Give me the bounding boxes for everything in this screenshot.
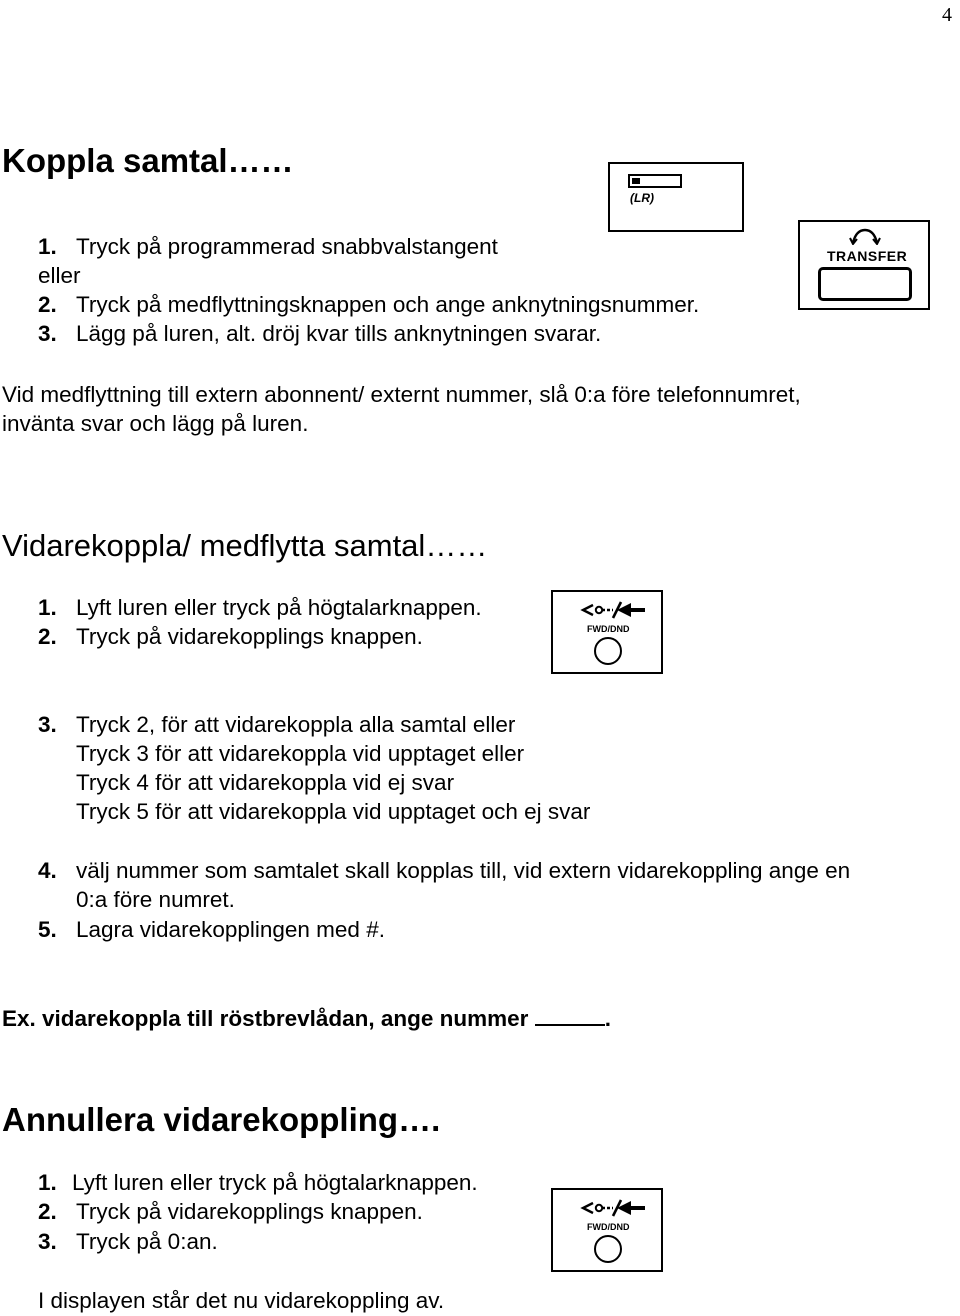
lr-button-illustration	[608, 162, 744, 232]
forward-step-3-line-4: Tryck 5 för att vidarekoppla vid upptaget och ej svar	[76, 799, 591, 824]
fwd-dnd-label: FWD/DND	[587, 1222, 630, 1232]
step-text: eller	[38, 263, 81, 288]
forward-dnd-icon	[579, 601, 647, 619]
step-text: välj nummer som samtalet skall kopplas till, vid extern vidarekoppling ange en	[76, 858, 851, 883]
cancel-footer: I displayen står det nu vidarekoppling av.	[38, 1288, 445, 1313]
step-text: Tryck på 0:an.	[76, 1229, 218, 1254]
step-number: 1.	[38, 1170, 57, 1195]
forward-dnd-icon	[579, 1199, 647, 1217]
transfer-step-or	[38, 261, 81, 291]
step-number: 2.	[38, 292, 57, 317]
transfer-label: TRANSFER	[827, 248, 908, 264]
fwd-dnd-button-illustration	[551, 1188, 663, 1272]
step-text: Lyft luren eller tryck på högtalarknappen.	[76, 595, 482, 620]
step-number: 3.	[38, 712, 57, 737]
cancel-step-2	[38, 1197, 423, 1227]
page-number: 4	[942, 4, 952, 26]
fwd-dnd-key-icon	[594, 637, 622, 665]
fwd-dnd-button-illustration	[551, 590, 663, 674]
cancel-step-1	[38, 1168, 478, 1198]
example-suffix: .	[604, 1006, 611, 1031]
example-text: Ex. vidarekoppla till röstbrevlådan, ange nummer	[2, 1006, 529, 1031]
transfer-note-line-1: Vid medflyttning till extern abonnent/ externt nummer, slå 0:a före telefonnumret,	[2, 382, 801, 407]
fwd-dnd-label: FWD/DND	[587, 624, 630, 634]
section-title-cancel: Annullera vidarekoppling….	[2, 1101, 441, 1138]
step-text: Tryck på vidarekopplings knappen.	[76, 624, 423, 649]
forward-step-3-line-2: Tryck 3 för att vidarekoppla vid upptaget eller	[76, 741, 525, 766]
transfer-note-line-2: invänta svar och lägg på luren.	[2, 411, 309, 436]
step-number: 1.	[38, 234, 57, 259]
step-number: 1.	[38, 595, 57, 620]
forward-step-2	[38, 622, 423, 652]
step-number: 4.	[38, 858, 57, 883]
cancel-step-3	[38, 1227, 218, 1257]
example-blank-line	[535, 1004, 605, 1026]
transfer-key-icon	[818, 267, 912, 301]
step-text: Lyft luren eller tryck på högtalarknappen.	[72, 1170, 478, 1195]
step-number: 2.	[38, 624, 57, 649]
forward-step-5	[38, 915, 385, 945]
section-title-transfer: Koppla samtal……	[2, 142, 294, 179]
step-text: Tryck på medflyttningsknappen och ange anknytningsnummer.	[76, 292, 700, 317]
transfer-button-illustration	[798, 220, 930, 310]
forward-step-4-line-2: 0:a före numret.	[76, 887, 235, 912]
step-text: Tryck 2, för att vidarekoppla alla samtal eller	[76, 712, 516, 737]
forward-example	[2, 1004, 611, 1032]
forward-step-1	[38, 593, 482, 623]
step-number: 3.	[38, 1229, 57, 1254]
step-number: 2.	[38, 1199, 57, 1224]
fwd-dnd-key-icon	[594, 1235, 622, 1263]
transfer-step-1	[38, 232, 498, 262]
lr-key-icon	[628, 174, 682, 188]
step-text: Tryck på vidarekopplings knappen.	[76, 1199, 423, 1224]
transfer-step-3	[38, 319, 601, 349]
step-number: 3.	[38, 321, 57, 346]
step-text: Lägg på luren, alt. dröj kvar tills anknytningen svarar.	[76, 321, 602, 346]
step-text: Lagra vidarekopplingen med #.	[76, 917, 385, 942]
transfer-arrow-icon	[848, 227, 882, 245]
section-title-forward: Vidarekoppla/ medflytta samtal……	[2, 528, 488, 563]
step-number: 5.	[38, 917, 57, 942]
forward-step-4	[38, 856, 850, 886]
forward-step-3-line-3: Tryck 4 för att vidarekoppla vid ej svar	[76, 770, 455, 795]
lr-label: (LR)	[630, 191, 654, 205]
transfer-step-2	[38, 290, 699, 320]
step-text: Tryck på programmerad snabbvalstangent	[76, 234, 498, 259]
forward-step-3	[38, 710, 515, 740]
